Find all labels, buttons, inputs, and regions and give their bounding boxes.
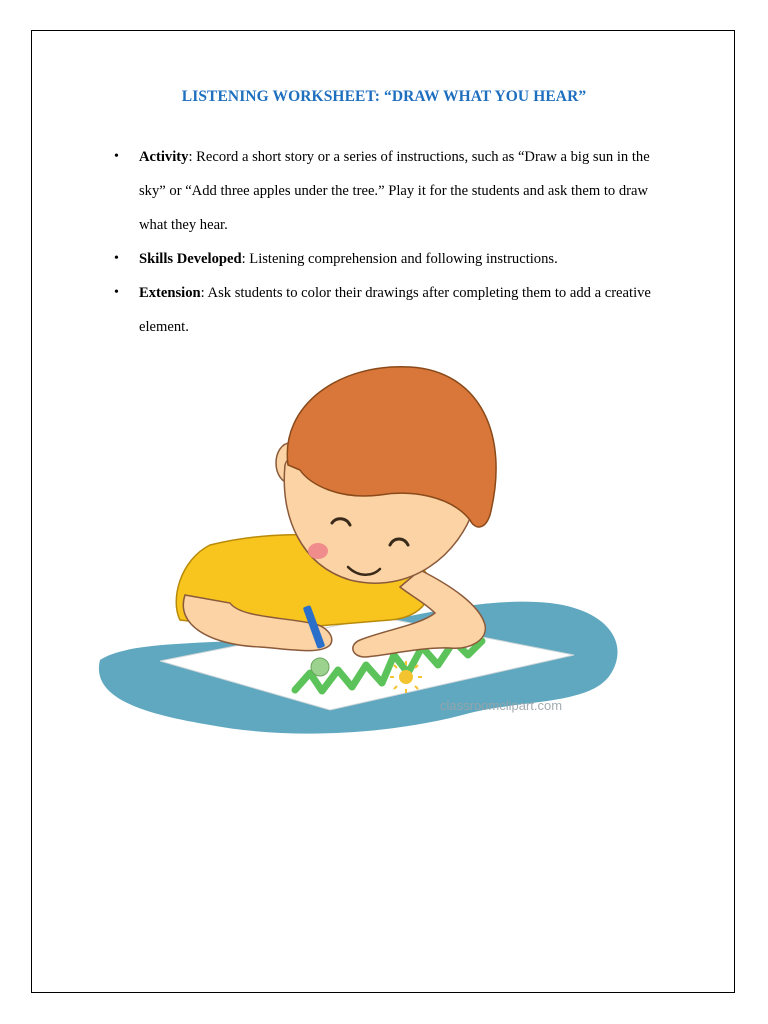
- bullet-text: : Record a short story or a series of instructions, such as “Draw a big sun in the sky” or “Add three apples under the tree.” Play it for the students and ask them to draw what they hear.: [139, 149, 650, 233]
- flower-doodle: [311, 658, 329, 676]
- bullet-label: Skills Developed: [139, 251, 242, 267]
- worksheet-title: LISTENING WORKSHEET: “DRAW WHAT YOU HEAR”: [181, 88, 587, 105]
- bullet-text: : Listening comprehension and following instructions.: [241, 251, 558, 267]
- bullet-activity: [114, 140, 674, 242]
- bullet-skills-developed: [114, 242, 674, 276]
- bullet-label: Extension: [139, 285, 201, 301]
- boy-cheek: [308, 543, 328, 559]
- watermark-text: classroomclipart.com: [440, 698, 563, 713]
- bullet-label: Activity: [139, 149, 189, 165]
- bullet-text: : Ask students to color their drawings after completing them to add a creative element.: [139, 285, 651, 335]
- boy-drawing-illustration: [90, 355, 630, 745]
- bullet-list: [114, 140, 674, 344]
- small-sun: [399, 670, 413, 684]
- bullet-extension: [114, 276, 674, 344]
